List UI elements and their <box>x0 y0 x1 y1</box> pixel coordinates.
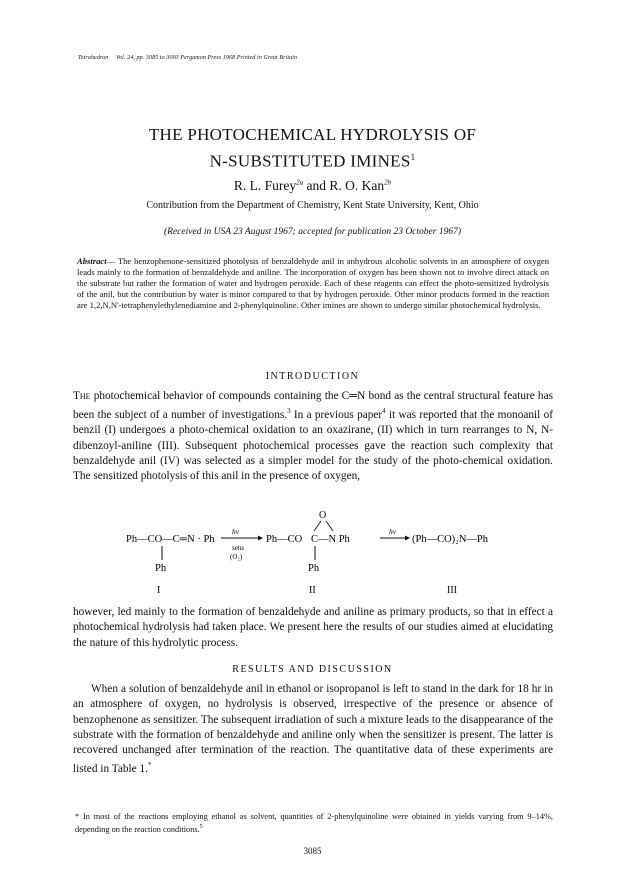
affiliation: Contribution from the Department of Chemistry, Kent State University, Kent, Ohio <box>146 200 479 211</box>
received-dates: (Received in USA 23 August 1967; accepted for publication 23 October 1967) <box>164 227 461 237</box>
results-paragraph-1: When a solution of benzaldehyde anil in ethanol or isopropanol is left to stand in the dark for 18 hr in an atmosphere of oxygen, no hydrolysis is observed, irrespective of the presence or absence of benzophenone as sensitizer. The subsequent irradiation of such a mixture leads to the disappearance of the substrate with the formation of benzaldehyde and aniline only when the sensitizer is present. The latter is recovered unchanged after termination of the reaction. The quantitative data of these experiments are listed in Table 1.* <box>73 683 553 776</box>
title-line-2: N-SUBSTITUTED IMINES$^1$ <box>209 151 416 171</box>
compound-3-formula: (Ph—CO)₂N—Ph <box>412 534 489 545</box>
journal-details: Vol. 24, pp. 3085 to 3093 Pergamon Press 1968 Printed in Great Britain <box>115 55 298 61</box>
journal-name: Tetrahedron <box>78 55 109 61</box>
compound-label-3: III <box>447 585 457 596</box>
running-header <box>78 55 297 61</box>
arrow-1-oxygen: (O₂) <box>230 553 243 561</box>
author-1: R. L. Furey <box>233 178 297 193</box>
paper-title <box>0 124 625 173</box>
reaction-arrow-2-head <box>405 536 410 541</box>
abstract <box>77 256 549 311</box>
page-number: 3085 <box>303 846 322 856</box>
results-heading: RESULTS AND DISCUSSION <box>232 664 393 675</box>
title-footnote-ref: 1 <box>410 152 416 162</box>
oxaziridine-oxygen: O <box>319 510 327 521</box>
abstract-text: — The benzophenone-sensitized photolysis of benzaldehyde anil in anhydrous alcoholic solvents in an atmosphere of oxygen leads mainly to the formation of benzaldehyde and aniline. The incorporation of oxygen has been shown not to involve direct attack on the substrate but rather the formation of water and hydrogen peroxide. Each of these reagents can effect the photo-sensitized hydrolysis of the anil, but the contribution by water is minor compared to that by hydrogen peroxide. Other minor products formed in the reaction are 1,2,N,N'-tetraphenylethylenediamine and 2-phenylquinoline. Other imines are shown to undergo similar photochemical hydrolysis. <box>77 256 549 311</box>
footnote-mark: * <box>75 812 83 821</box>
footnote <box>75 811 553 835</box>
author-line <box>0 178 625 194</box>
abstract-label: Abstract <box>77 256 107 266</box>
footnote-text: In most of the reactions employing ethanol as solvent, quantities of 2-phenylquinoline were obtained in yields varying from 9–14%, depending on the reaction conditions. <box>75 812 553 834</box>
author-2-ref: 2b <box>384 178 392 187</box>
compound-2-acyl: Ph—CO <box>266 534 303 545</box>
reaction-scheme <box>0 505 625 605</box>
compound-2-ring: C—N Ph <box>311 534 350 545</box>
reaction-arrow-1-head <box>258 536 263 541</box>
ring-bond-left <box>314 521 321 531</box>
compound-2-substituent: Ph <box>308 563 320 574</box>
arrow-1-label: hν <box>232 527 240 536</box>
compound-label-1: I <box>157 585 161 596</box>
title-line-1: THE PHOTOCHEMICAL HYDROLYSIS OF <box>148 125 477 144</box>
author-2: R. O. Kan <box>329 178 385 193</box>
intro-first-word: The <box>73 390 91 402</box>
ring-bond-right <box>326 521 333 531</box>
introduction-paragraph-2: however, led mainly to the formation of benzaldehyde and aniline as primary products, so that in effect a photochemical hydrolysis had taken place. We present here the results of our studies aimed at elucidating the nature of this hydrolytic process. <box>73 606 553 649</box>
introduction-paragraph-1: The photochemical behavior of compounds containing the C═N bond as the central structural feature has been the subject of a number of investigations.$^3$ In a previous paper$^4$ it was reported that the monoanil of benzil (I) undergoes a photo-chemical oxidation to an oxazirane, (II) which in turn rearranges to N, N-dibenzoyl-aniline (III). Subsequent photochemical processes gave the reaction such complexity that benzaldehyde anil (IV) was selected as a simpler model for the study of the photo-chemical oxidation. The sensitized photolysis of this anil in the presence of oxygen, <box>73 390 553 483</box>
footnote-ref: 5 <box>199 824 203 830</box>
compound-1-substituent: Ph <box>155 563 167 574</box>
author-1-ref: 2a <box>296 178 304 187</box>
arrow-2-label: hν <box>389 527 397 536</box>
compound-label-2: II <box>309 585 316 596</box>
arrow-1-sens: sens <box>232 544 245 552</box>
author-joiner: and <box>303 178 330 193</box>
compound-1-formula: Ph—CO—C═N · Ph <box>126 534 215 545</box>
introduction-heading: INTRODUCTION <box>265 371 360 382</box>
results-footnote-mark: * <box>147 761 152 770</box>
